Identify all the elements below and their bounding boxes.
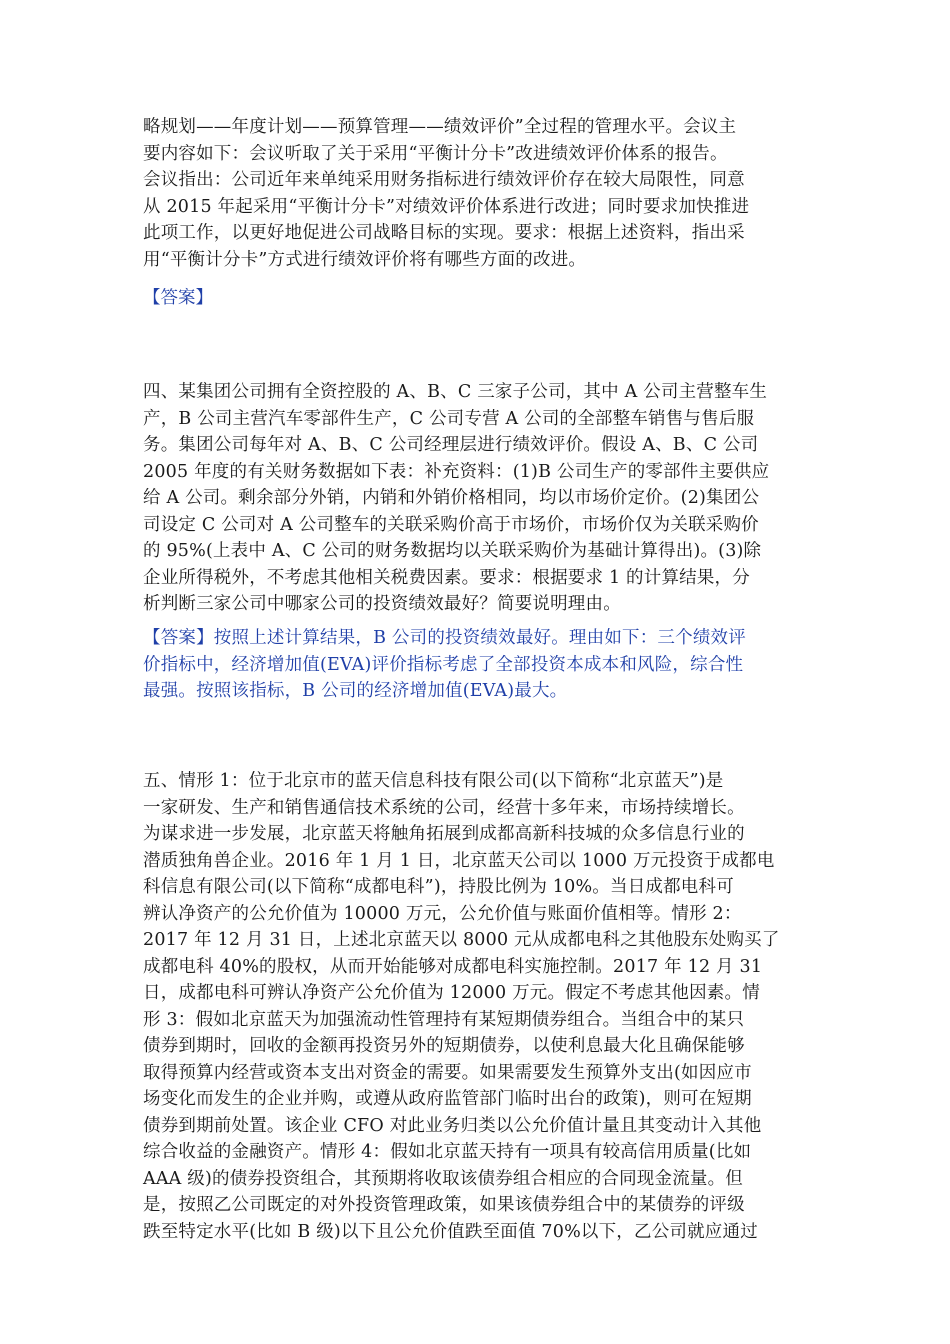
- text-line: 债券到期时，回收的金额再投资另外的短期债券，以使利息最大化且确保能够: [143, 1036, 745, 1056]
- answer-label: 【答案】: [143, 288, 213, 308]
- text-line: 场变化而发生的企业并购，或遵从政府监管部门临时出台的政策)，则可在短期: [143, 1089, 752, 1109]
- text-line: 要内容如下：会议听取了关于采用“平衡计分卡”改进绩效评价体系的报告。: [143, 143, 728, 164]
- text-line: 辨认净资产的公允价值为 10000 万元，公允价值与账面价值相等。情形 2：: [143, 903, 742, 924]
- text-line: 债券到期前处置。该企业 CFO 对此业务归类以公允价值计量且其变动计入其他: [143, 1115, 762, 1136]
- text-line: 四、某集团公司拥有全资控股的 A、B、C 三家子公司，其中 A 公司主营整车生: [143, 382, 768, 402]
- text-line: 是，按照乙公司既定的对外投资管理政策，如果该债券组合中的某债券的评级: [143, 1195, 745, 1215]
- question-4: [143, 379, 807, 618]
- text-line: 成都电科 40%的股权，从而开始能够对成都电科实施控制。2017 年 12 月 31: [143, 956, 763, 977]
- text-line: 形 3：假如北京蓝天为加强流动性管理持有某短期债券组合。当组合中的某只: [143, 1009, 745, 1030]
- text-line: 潜质独角兽企业。2016 年 1 月 1 日，北京蓝天公司以 1000 万元投资于成都电: [143, 850, 775, 871]
- text-line: AAA 级)的债券投资组合，其预期将收取该债券组合相应的合同现金流量。但: [143, 1168, 744, 1189]
- text-line: 此项工作，以更好地促进公司战略目标的实现。要求：根据上述资料，指出采: [143, 223, 745, 243]
- text-line: 日，成都电科可辨认净资产公允价值为 12000 万元。假定不考虑其他因素。情: [143, 983, 760, 1003]
- question-3-tail: [143, 114, 807, 273]
- text-line: 会议指出：公司近年来单纯采用财务指标进行绩效评价存在较大局限性，同意: [143, 170, 745, 190]
- text-line: 略规划——年度计划——预算管理——绩效评价”全过程的管理水平。会议主: [143, 117, 737, 137]
- text-line: 综合收益的金融资产。情形 4：假如北京蓝天持有一项具有较高信用质量(比如: [143, 1142, 752, 1162]
- text-line: 司设定 C 公司对 A 公司整车的关联采购价高于市场价，市场价仅为关联采购价: [143, 514, 759, 535]
- text-line: 2017 年 12 月 31 日，上述北京蓝天以 8000 元从成都电科之其他股东处购买了: [143, 930, 780, 950]
- text-line: 跌至特定水平(比如 B 级)以下且公允价值跌至面值 70%以下，乙公司就应通过: [143, 1221, 758, 1242]
- text-line: 2005 年度的有关财务数据如下表：补充资料：(1)B 公司生产的零部件主要供应: [143, 461, 770, 482]
- question-4-answer: [143, 625, 807, 705]
- answer-line: 最强。按照该指标，B 公司的经济增加值(EVA)最大。: [143, 681, 568, 701]
- text-line: 务。集团公司每年对 A、B、C 公司经理层进行绩效评价。假设 A、B、C 公司: [143, 435, 759, 455]
- answer-line: 价指标中，经济增加值(EVA)评价指标考虑了全部投资本成本和风险，综合性: [143, 654, 744, 675]
- text-line: 用“平衡计分卡”方式进行绩效评价将有哪些方面的改进。: [143, 249, 587, 270]
- text-line: 取得预算内经营或资本支出对资金的需要。如果需要发生预算外支出(如因应市: [143, 1062, 752, 1083]
- text-line: 五、情形 1：位于北京市的蓝天信息科技有限公司(以下简称“北京蓝天”)是: [143, 771, 724, 791]
- text-line: 的 95%(上表中 A、C 公司的财务数据均以关联采购价为基础计算得出)。(3)除: [143, 541, 762, 561]
- question-3-answer: [143, 285, 807, 312]
- question-5: [143, 768, 807, 1245]
- text-line: 为谋求进一步发展，北京蓝天将触角拓展到成都高新科技城的众多信息行业的: [143, 824, 745, 844]
- text-line: 给 A 公司。剩余部分外销，内销和外销价格相同，均以市场价定价。(2)集团公: [143, 488, 760, 508]
- text-line: 科信息有限公司(以下简称“成都电科”)，持股比例为 10%。当日成都电科可: [143, 877, 734, 897]
- answer-line: 【答案】按照上述计算结果，B 公司的投资绩效最好。理由如下：三个绩效评: [143, 628, 746, 648]
- text-line: 从 2015 年起采用“平衡计分卡”对绩效评价体系进行改进；同时要求加快推进: [143, 196, 750, 217]
- text-line: 析判断三家公司中哪家公司的投资绩效最好？简要说明理由。: [143, 594, 621, 614]
- text-line: 企业所得税外，不考虑其他相关税费因素。要求：根据要求 1 的计算结果，分: [143, 567, 750, 588]
- text-line: 产，B 公司主营汽车零部件生产，C 公司专营 A 公司的全部整车销售与售后服: [143, 408, 755, 429]
- text-line: 一家研发、生产和销售通信技术系统的公司，经营十多年来，市场持续增长。: [143, 797, 745, 818]
